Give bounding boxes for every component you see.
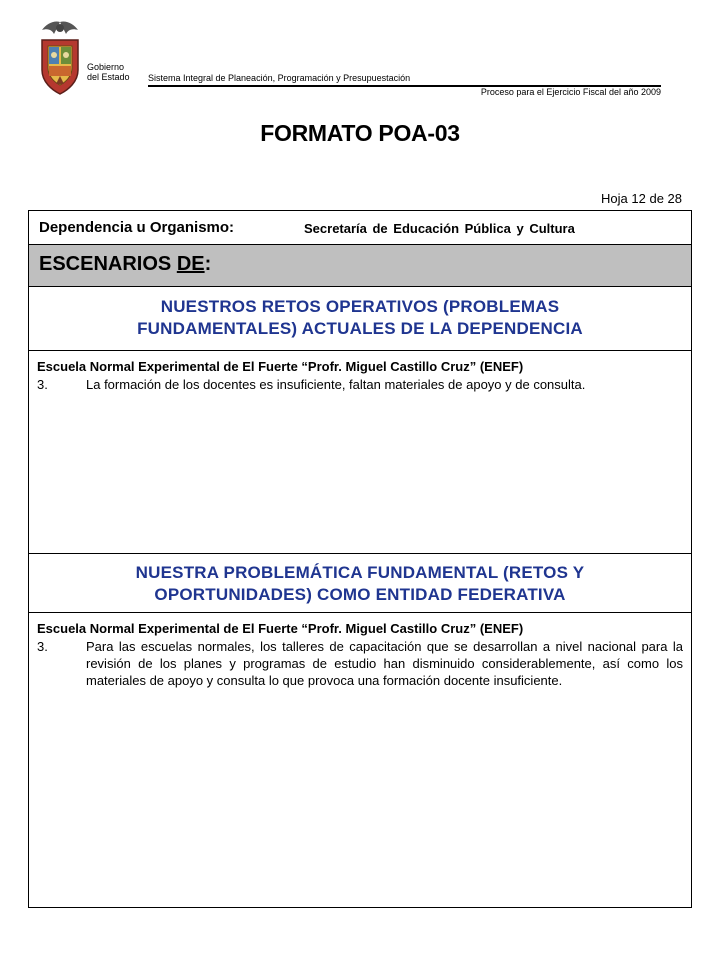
government-line-2: del Estado (87, 72, 130, 82)
dependency-label: Dependencia u Organismo: (39, 219, 235, 236)
list-item (37, 638, 683, 689)
state-coat-of-arms-icon (36, 18, 84, 98)
section2-school: Escuela Normal Experimental de El Fuerte “Profr. Miguel Castillo Cruz” (ENEF) (37, 621, 524, 636)
form-title: FORMATO POA-03 (260, 120, 460, 146)
list-item-number: 3. (37, 377, 48, 392)
scenarios-label (39, 253, 211, 276)
list-item (37, 376, 683, 393)
government-label (87, 62, 130, 82)
system-title: Sistema Integral de Planeación, Programación y Presupuestación (148, 73, 411, 83)
section2-body (29, 613, 691, 909)
section2-heading-line2: OPORTUNIDADES) COMO ENTIDAD FEDERATIVA (154, 585, 566, 604)
scenarios-label-colon: : (204, 253, 212, 275)
section1-heading-line2: FUNDAMENTALES) ACTUALES DE LA DEPENDENCIA (137, 319, 583, 338)
dependency-row (29, 211, 691, 245)
list-item-text: La formación de los docentes es insuficiente, faltan materiales de apoyo y de consulta. (86, 377, 586, 392)
section1-heading-line1: NUESTROS RETOS OPERATIVOS (PROBLEMAS (160, 297, 560, 316)
process-year-label: Proceso para el Ejercicio Fiscal del año 2009 (480, 87, 661, 97)
poa-form (28, 210, 692, 908)
scenarios-label-underlined: DE (176, 253, 205, 275)
section2-heading (29, 553, 691, 613)
list-item-number: 3. (37, 639, 48, 654)
scenarios-row (29, 245, 691, 287)
section1-body (29, 351, 691, 553)
section1-school: Escuela Normal Experimental de El Fuerte “Profr. Miguel Castillo Cruz” (ENEF) (37, 359, 524, 374)
section2-heading-line1: NUESTRA PROBLEMÁTICA FUNDAMENTAL (RETOS Y (135, 563, 585, 582)
list-item-text: Para las escuelas normales, los talleres de capacitación que se desarrollan a nivel nacional para la revisión de los planes y programas de estudio han disminuido considerablemente, así como los materiales de apoyo y consulta lo que provoca una formación docente insuficiente. (86, 639, 683, 688)
government-line-1: Gobierno (87, 62, 125, 72)
sheet-number: Hoja 12 de 28 (601, 191, 682, 206)
dependency-value: Secretaría de Educación Pública y Cultura (304, 221, 575, 236)
scenarios-label-main: ESCENARIOS (39, 253, 177, 275)
section1-heading (29, 287, 691, 351)
